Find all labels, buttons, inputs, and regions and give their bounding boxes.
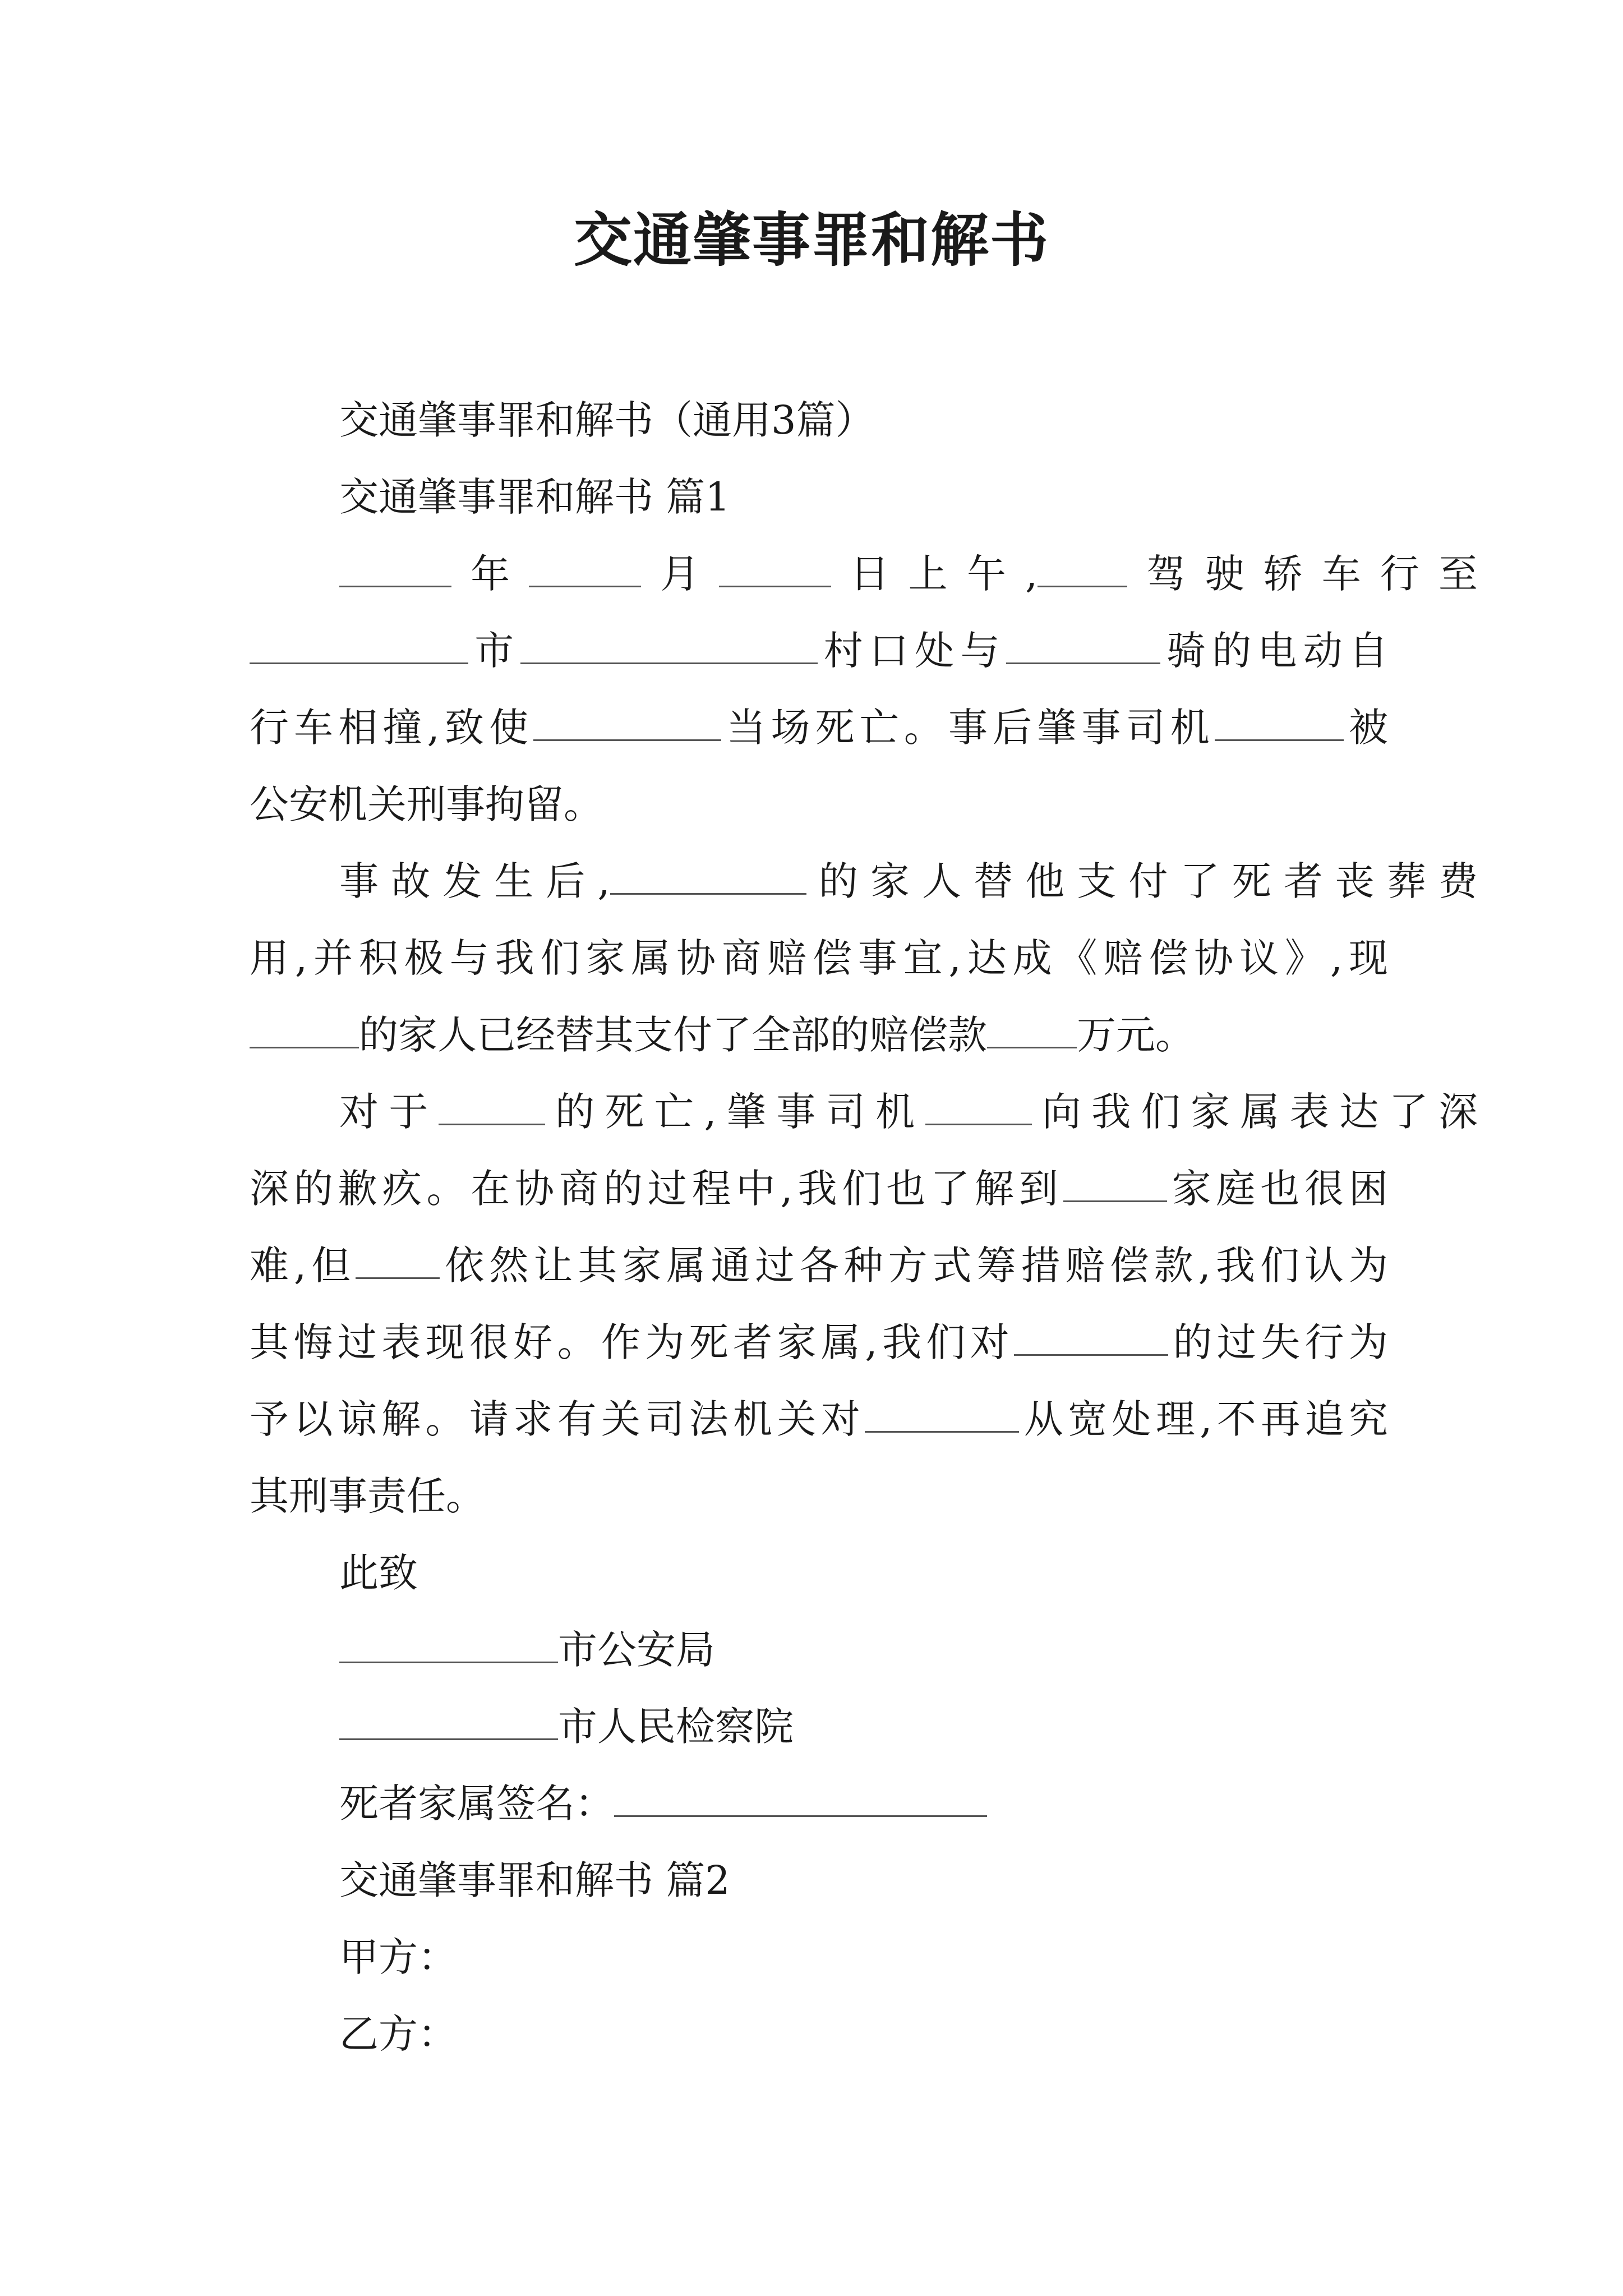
paragraph-1-line-3 xyxy=(250,689,1388,766)
paragraph-1-line-4: 公安机关刑事拘留。 xyxy=(250,781,603,827)
blank-field xyxy=(865,1398,1019,1433)
blank-field xyxy=(719,553,831,587)
text: 难,但 xyxy=(250,1243,356,1289)
blank-field xyxy=(529,553,641,587)
text: 年 xyxy=(451,551,529,597)
text: 驾驶轿车行至 xyxy=(1127,551,1478,597)
text: 依然让其家属通过各种方式筹措赔偿款,我们认为 xyxy=(440,1243,1388,1289)
text: 月 xyxy=(641,551,719,597)
salutation: 此致 xyxy=(339,1550,418,1596)
paragraph-1-line-1 xyxy=(250,536,1478,613)
text: 被 xyxy=(1343,705,1388,751)
text: 当场死亡。事后肇事司机 xyxy=(721,705,1215,751)
blank-field xyxy=(356,1245,440,1279)
blank-field xyxy=(250,630,468,664)
signature-line xyxy=(250,1765,1478,1842)
paragraph-3-line-6: 其刑事责任。 xyxy=(250,1473,485,1519)
text: 的过失行为 xyxy=(1168,1319,1389,1365)
document-subtitle: 交通肇事罪和解书（通用3篇） xyxy=(339,397,875,443)
blank-field xyxy=(1215,707,1344,741)
text: 对于 xyxy=(339,1089,439,1135)
blank-field xyxy=(1038,553,1127,587)
paragraph-3-line-4 xyxy=(250,1304,1388,1381)
paragraph-1-line-2 xyxy=(250,613,1388,689)
text: 行车相撞,致使 xyxy=(250,705,534,751)
paragraph-2-line-2: 用,并积极与我们家属协商赔偿事宜,达成《赔偿协议》,现 xyxy=(250,935,1388,981)
blank-field xyxy=(533,707,721,741)
blank-field xyxy=(1014,1322,1168,1356)
blank-field xyxy=(520,630,818,664)
blank-field xyxy=(339,1706,558,1740)
text: 的家人已经替其支付了全部的赔偿款 xyxy=(359,1012,987,1058)
text: 事故发生后, xyxy=(339,858,610,904)
blank-field xyxy=(339,553,451,587)
blank-field xyxy=(1063,1168,1167,1202)
text: 村口处与 xyxy=(817,628,1006,674)
text: 市公安局 xyxy=(558,1627,715,1673)
blank-field xyxy=(987,1014,1077,1048)
text: 向我们家属表达了深 xyxy=(1031,1089,1478,1135)
paragraph-2-line-1 xyxy=(250,843,1478,920)
text: 骑的电动自 xyxy=(1160,628,1388,674)
blank-field xyxy=(610,861,806,895)
paragraph-3-line-1 xyxy=(250,1074,1478,1151)
section-1-heading: 交通肇事罪和解书 篇1 xyxy=(339,474,730,520)
blank-field xyxy=(339,1629,558,1663)
text: 家庭也很困 xyxy=(1166,1166,1389,1212)
party-b-label: 乙方： xyxy=(339,2011,457,2057)
text: 日上午, xyxy=(831,551,1038,597)
text: 深的歉疚。在协商的过程中,我们也了解到 xyxy=(250,1166,1063,1212)
paragraph-3-line-3 xyxy=(250,1227,1388,1304)
text: 市人民检察院 xyxy=(558,1704,794,1750)
blank-field xyxy=(439,1091,545,1125)
text: 万元。 xyxy=(1077,1012,1195,1058)
section-2-heading: 交通肇事罪和解书 篇2 xyxy=(339,1857,730,1903)
document-title: 交通肇事罪和解书 xyxy=(573,205,1049,274)
blank-field xyxy=(1006,630,1160,664)
paragraph-3-line-5 xyxy=(250,1381,1388,1458)
text: 予以谅解。请求有关司法机关对 xyxy=(250,1396,865,1442)
text: 的家人替他支付了死者丧葬费 xyxy=(806,858,1478,904)
blank-field xyxy=(250,1014,359,1048)
party-a-label: 甲方： xyxy=(339,1934,457,1980)
recipient-2 xyxy=(250,1688,1478,1765)
text: 从宽处理,不再追究 xyxy=(1019,1396,1388,1442)
recipient-1 xyxy=(250,1612,1478,1688)
paragraph-3-line-2 xyxy=(250,1151,1388,1227)
blank-field xyxy=(925,1091,1032,1125)
signature-label: 死者家属签名： xyxy=(339,1780,614,1826)
signature-blank xyxy=(614,1783,987,1817)
paragraph-2-line-3 xyxy=(250,997,1388,1074)
text: 市 xyxy=(468,628,520,674)
text: 其悔过表现很好。作为死者家属,我们对 xyxy=(250,1319,1015,1365)
text: 的死亡,肇事司机 xyxy=(545,1089,925,1135)
